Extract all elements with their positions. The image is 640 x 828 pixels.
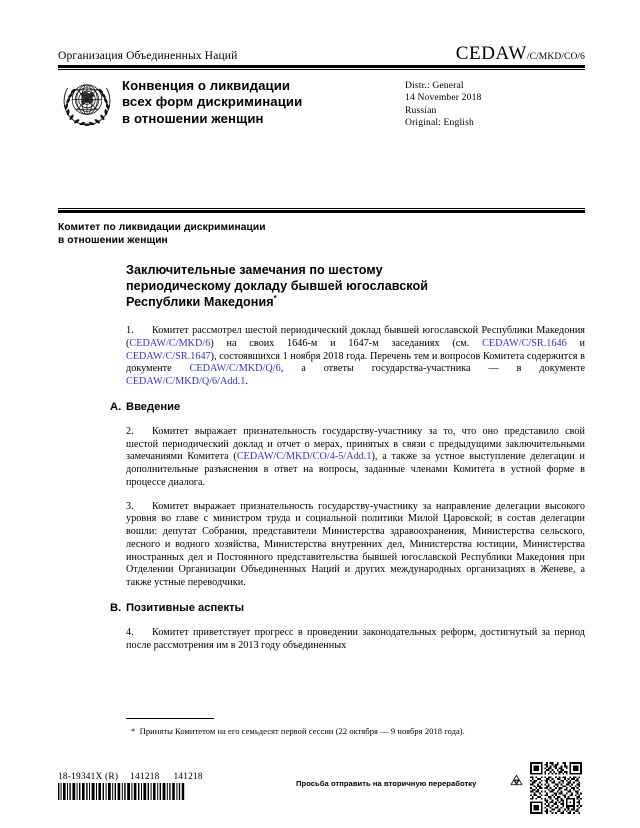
footnote (126, 726, 585, 737)
convention-title (122, 77, 401, 128)
section-a-title: Введение (126, 400, 181, 413)
paragraph-2 (126, 426, 585, 490)
job-number: 18-19341X (R) (58, 772, 119, 782)
distribution-type: Distr.: General (405, 79, 464, 91)
paragraph-4-number: 4. (126, 626, 134, 638)
paragraph-1-text-3: и (566, 337, 585, 349)
committee-name (58, 213, 585, 248)
recycle-note: Просьба отправить на вторичную переработку (296, 779, 477, 788)
committee-bar (58, 208, 585, 248)
footnote-area (126, 718, 585, 737)
paragraph-2-number: 2. (126, 425, 134, 437)
paragraph-1-text-5: , а ответы государства-участника — в документе (280, 363, 585, 375)
section-heading-a (110, 400, 585, 414)
paragraph-4 (126, 627, 585, 653)
paragraph-2-text-1: Комитет выражает признательность государству-участнику за то, что оно представило свой шестой периодический доклад и отчет о мерах, принятых в связи с предыдущими заключительными замечаниями Комитета ( (126, 425, 585, 463)
paragraph-1-text-4: ), состоявшихся 1 ноября 2018 года. Перечень тем и вопросов Комитета содержится в документе (126, 350, 585, 375)
committee-name-line-2: в отношении женщин (58, 235, 168, 247)
qr-code-icon (530, 762, 582, 814)
document-original-language: Original: English (405, 117, 474, 129)
footnote-separator (126, 718, 214, 719)
link-cedaw-c-mkd-6[interactable]: CEDAW/C/MKD/6 (129, 337, 211, 349)
section-heading-b (110, 601, 585, 615)
paragraph-3-number: 3. (126, 500, 134, 512)
footnote-marker: * (131, 725, 136, 736)
page-title-line-1: Заключительные замечания по шестому (126, 263, 383, 277)
masthead (58, 44, 585, 139)
paragraph-1-text-6: . (245, 376, 248, 387)
paragraph-4-text: Комитет приветствует прогресс в проведении законодательных реформ, достигнутый за период после рассмотрения им в 2013 году объединенных (126, 626, 585, 651)
footnote-text: Приняты Комитетом на его семьдесят первой сессии (22 октября — 9 ноября 2018 года). (139, 725, 465, 736)
title-footnote-marker: * (273, 293, 277, 303)
convention-title-line-3: в отношении женщин (122, 110, 264, 126)
document-language: Russian (405, 104, 437, 116)
convention-title-line-2: всех форм дискриминации (122, 94, 303, 110)
paragraph-1-text-2: ) на своих 1646-м и 1647-м заседаниях (см. (210, 337, 483, 349)
section-b-letter: B. (110, 601, 122, 614)
footer-left (58, 772, 203, 800)
un-emblem-icon (58, 79, 116, 127)
link-cedaw-c-sr-1647[interactable]: CEDAW/C/SR.1647 (126, 350, 211, 362)
job-number-row (58, 772, 203, 782)
paragraph-3 (126, 501, 585, 590)
document-symbol-main: CEDAW (455, 43, 527, 64)
organization-name: Организация Объединенных Наций (58, 50, 238, 63)
link-cedaw-c-mkd-co-4-5-add-1[interactable]: CEDAW/C/MKD/CO/4-5/Add.1 (236, 451, 372, 463)
paragraph-3-text: Комитет выражает признательность государству-участнику за направление делегации высокого уровня во главе с министром труда и социальной политики Милой Царовской; в состав делегации вошли: депутат Собрания, представители Министерства здравоохранения, Министерства сельского, лесного и водного хозяйства, Министерства внутренних дел, Министерства юстиции, Министерства иностранных дел и Постоянного представительства бывшей югославской Республики Македония при Отделении Организации Объединенных Наций и других международных организациях в Женеве, а также устные переводчики. (126, 500, 585, 588)
paragraph-1-text-1: Комитет рассмотрел шестой периодический доклад бывшей югославской Республики Македония ( (126, 325, 585, 349)
page-footer (58, 772, 585, 818)
page-title (126, 262, 585, 310)
paragraph-1 (126, 325, 585, 389)
recycle-icon (508, 773, 525, 790)
link-cedaw-c-mkd-q-6-add-1[interactable]: CEDAW/C/MKD/Q/6/Add.1 (126, 376, 246, 387)
link-cedaw-c-mkd-q-6[interactable]: CEDAW/C/MKD/Q/6 (189, 363, 281, 375)
main-content (110, 262, 586, 663)
link-cedaw-c-sr-1646[interactable]: CEDAW/C/SR.1646 (482, 337, 567, 349)
date-code-1: 141218 (130, 772, 160, 782)
date-code-2: 141218 (173, 772, 203, 782)
page-title-line-3-text: Республики Македония (126, 295, 274, 309)
paragraph-2-text-2: ), а также за устное выступление делегации и дополнительные разъяснения в ответ на вопросы, заданные членами Комитета в устной форме в процессе диалога. (126, 451, 586, 488)
distribution-block (401, 77, 585, 130)
barcode-icon (58, 783, 186, 800)
section-b-title: Позитивные аспекты (126, 601, 245, 614)
masthead-top-row (58, 44, 585, 65)
document-date: 14 November 2018 (405, 92, 482, 104)
page-title-line-3 (126, 294, 585, 310)
committee-name-line-1: Комитет по ликвидации дискриминации (58, 221, 266, 233)
page-title-line-2: периодическому докладу бывшей югославской (126, 279, 429, 293)
document-symbol-suffix: /C/MKD/CO/6 (526, 52, 585, 62)
paragraph-1-number: 1. (126, 325, 134, 336)
convention-title-line-1: Конвенция о ликвидации (122, 77, 291, 93)
document-symbol (456, 44, 585, 63)
masthead-body-row (58, 70, 585, 139)
section-a-letter: A. (110, 400, 122, 413)
